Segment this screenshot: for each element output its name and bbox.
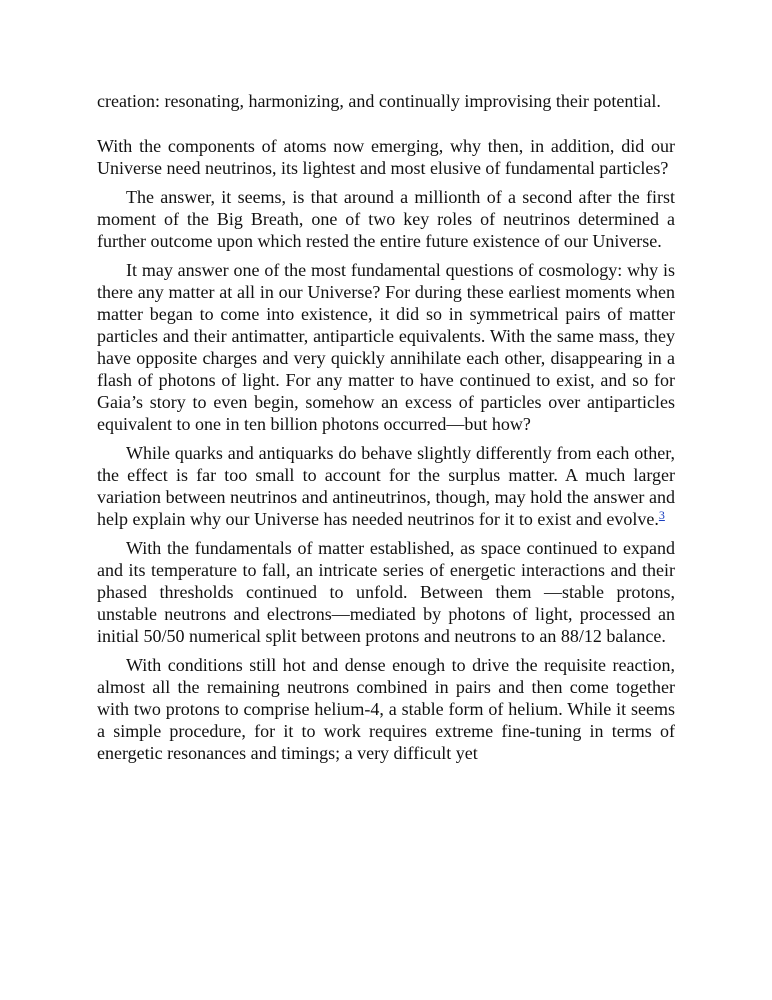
- paragraph-continuation: creation: resonating, harmonizing, and continually improvising their potential.: [97, 91, 661, 111]
- footnote-link[interactable]: 3: [658, 508, 665, 522]
- paragraph-neutrino-question: With the components of atoms now emerging, why then, in addition, did our Universe need neutrinos, its lightest and most elusive of fundamental particles?: [97, 136, 675, 178]
- page-body: [97, 90, 675, 764]
- paragraph-matter-question: It may answer one of the most fundamental questions of cosmology: why is there any matter at all in our Universe? For during these earliest moments when matter began to come into existence, it did so in symmetrical pairs of matter particles and their antimatter, antiparticle equivalents. With the same mass, they have opposite charges and very quickly annihilate each other, disappearing in a flash of photons of light. For any matter to have continued to exist, and so for Gaia’s story to even begin, somehow an excess of particles over antiparticles equivalent to one in ten billion photons occurred—but how?: [97, 260, 675, 434]
- paragraph-quarks: [97, 442, 675, 530]
- paragraph-helium: With conditions still hot and dense enough to drive the requisite reaction, almost all the remaining neutrons combined in pairs and then come together with two protons to comprise helium-4, a stable form of helium. While it seems a simple procedure, for it to work requires extreme fine-tuning in terms of energetic resonances and timings; a very difficult yet: [97, 655, 675, 763]
- paragraph-fundamentals: With the fundamentals of matter established, as space continued to expand and its temperature to fall, an intricate series of energetic interactions and their phased thresholds continued to unfold. Between them —stable protons, unstable neutrons and electrons—mediated by photons of light, processed an initial 50/50 numerical split between protons and neutrons to an 88/12 balance.: [97, 538, 675, 646]
- paragraph-quarks-text: While quarks and antiquarks do behave slightly differently from each other, the effect is far too small to account for the surplus matter. A much larger variation between neutrinos and antineutrinos, though, may hold the answer and help explain why our Universe has needed neutrinos for it to exist and evolve.: [97, 443, 675, 529]
- paragraph-answer: The answer, it seems, is that around a millionth of a second after the first moment of the Big Breath, one of two key roles of neutrinos determined a further outcome upon which rested the entire future existence of our Universe.: [97, 187, 675, 251]
